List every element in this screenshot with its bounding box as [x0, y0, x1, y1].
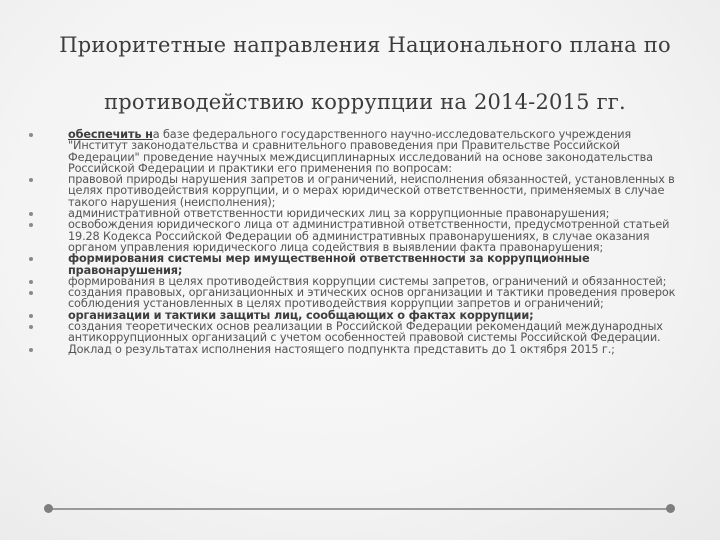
bullet-dot-icon	[29, 291, 33, 295]
slide-title-line-1: Приоритетные направления Национального плана по	[59, 33, 671, 57]
bullet-lead-text: обеспечить н	[68, 128, 153, 141]
bullet-text: а базе федерального государственного научно-исследовательского учреждения "Институт законодательства и сравнительного правоведения при Правительстве Российской Федерации" проведение научных междисциплинарных исследований на основе законодательства Российской Федерации и практики его применения по вопросам:	[68, 128, 653, 175]
bullet-item	[28, 174, 688, 208]
bullet-dot-icon	[29, 178, 33, 182]
slide-title-line-2: противодействию коррупции на 2014-2015 гг.	[104, 90, 626, 114]
bullet-dot-icon	[29, 325, 33, 329]
bullet-text: освобождения юридического лица от административной ответственности, предусмотренной статьей 19.28 Кодекса Российской Федерации об административных правонарушениях, в случае оказания органом управления юридического лица содействия в выявлении факта правонарушения;	[68, 218, 670, 254]
bullet-text: создания теоретических основ реализации в Российской Федерации рекомендаций международных антикоррупционных организаций с учетом особенностей правовой системы Российской Федерации.	[68, 320, 663, 345]
bullet-dot-icon	[29, 257, 33, 261]
right-rule-dot-icon	[666, 504, 675, 513]
bullet-dot-icon	[29, 280, 33, 284]
bullet-text: Доклад о результатах исполнения настоящего подпункта представить до 1 октября 2015 г.;	[68, 342, 615, 356]
bullet-text: формирования в целях противодействия коррупции системы запретов, ограничений и обязанностей;	[68, 274, 667, 288]
bullet-dot-icon	[29, 223, 33, 227]
bullet-item	[28, 321, 688, 344]
bullet-text-bold: организации и тактики защиты лиц, сообщающих о фактах коррупции;	[68, 308, 534, 322]
bullet-item	[28, 344, 688, 355]
bullet-dot-icon	[29, 314, 33, 318]
bullet-list	[28, 129, 688, 355]
left-rule-dot-icon	[44, 504, 53, 513]
bullet-item	[28, 129, 688, 174]
bottom-rule	[50, 508, 670, 510]
bullet-text: административной ответственности юридических лиц за коррупционные правонарушения;	[68, 207, 610, 221]
bullet-dot-icon	[29, 133, 33, 137]
bullet-text-bold: формирования системы мер имущественной ответственности за коррупционные правонарушения;	[68, 252, 590, 277]
bullet-text: создания правовых, организационных и этических основ организации и тактики проведения проверок соблюдения установленных в целях противодействия коррупции запретов и ограничений;	[68, 286, 676, 311]
bullet-text: правовой природы нарушения запретов и ограничений, неисполнения обязанностей, установленных в целях противодействия коррупции, и о мерах юридической ответственности, применяемых в случае такого нарушения (неисполнения);	[68, 173, 675, 209]
bullet-dot-icon	[29, 348, 33, 352]
bullet-dot-icon	[29, 212, 33, 216]
bullet-item	[28, 253, 688, 276]
bullet-item	[28, 219, 688, 253]
bullet-item	[28, 287, 688, 310]
